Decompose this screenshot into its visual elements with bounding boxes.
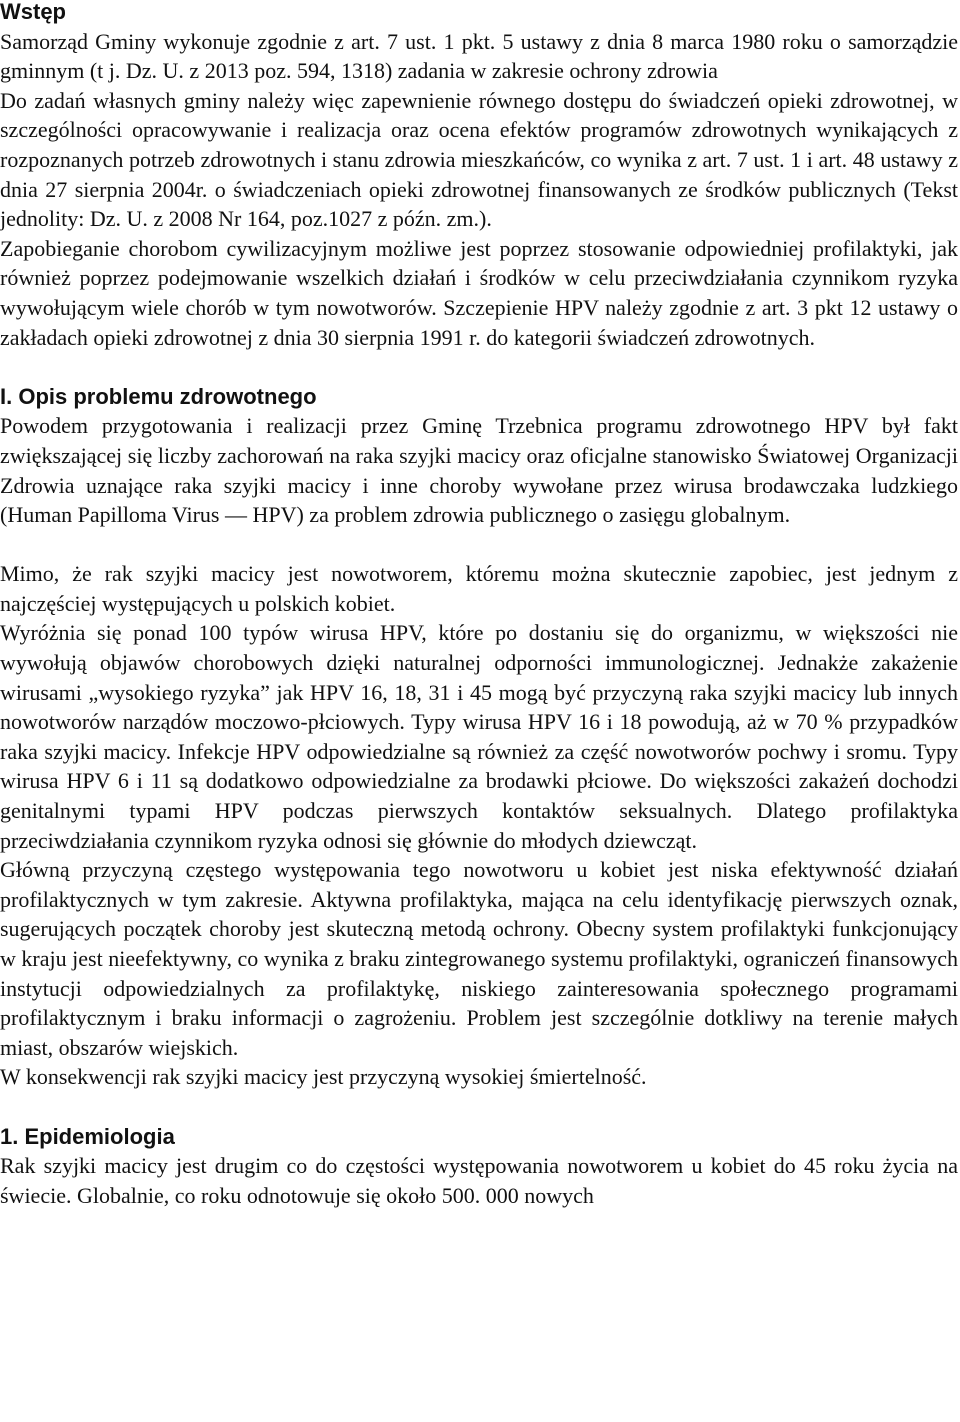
problem-paragraph-5: W konsekwencji rak szyjki macicy jest przyczyną wysokiej śmiertelność. [0, 1064, 647, 1090]
intro-paragraph-1: Samorząd Gminy wykonuje zgodnie z art. 7 ust. 1 pkt. 5 ustawy z dnia 8 marca 1980 roku o samorządzie gminnym (t j. Dz. U. z 2013 poz. 594, 1318) zadania w zakresie ochrony zdrowia [0, 28, 958, 84]
problem-paragraph-4: Główną przyczyną częstego występowania tego nowotworu u kobiet jest niska efektywność działań profilaktycznych w tym zakresie. Aktywna profilaktyka, mająca na celu identyfikację pierwszych oznak, sugerujących początek choroby jest skuteczną metodą ochrony. Obecny system profilaktyki funkcjonujący w kraju jest nieefektywny, co wynika z braku zintegrowanego systemu profilaktyki, ograniczeń finansowych instytucji odpowiedzialnych za profilaktykę, niskiego zainteresowania społecznego programami profilaktycznym i braku informacji o zagrożeniu. Problem jest szczególnie dotkliwy na terenie małych miast, obszarów wiejskich. [0, 857, 958, 1060]
spacer [0, 352, 958, 382]
problem-paragraph-1: Powodem przygotowania i realizacji przez Gminę Trzebnica programu zdrowotnego HPV był fakt zwiększającej się liczby zachorowań na raka szyjki macicy oraz oficjalne stanowisko Światowej Organizacji Zdrowia uznające raka szyjki macicy i inne choroby wywołane przez wirusa brodawczaka ludzkiego (Human Papilloma Virus — HPV) za problem zdrowia publicznego o zasięgu globalnym. [0, 413, 958, 528]
problem-paragraph-2: Mimo, że rak szyjki macicy jest nowotworem, któremu można skutecznie zapobiec, jest jednym z najczęściej występujących u polskich kobiet. [0, 561, 958, 616]
intro-heading: Wstęp [0, 0, 66, 24]
epidemiology-paragraph: Rak szyjki macicy jest drugim co do częstości występowania nowotworem u kobiet do 45 roku życia na świecie. Globalnie, co roku odnotowuje się około 500. 000 nowych [0, 1153, 958, 1208]
spacer [0, 530, 958, 560]
section-heading-problem: I. Opis problemu zdrowotnego [0, 383, 317, 409]
intro-paragraph-2: Do zadań własnych gminy należy więc zapewnienie równego dostępu do świadczeń opieki zdrowotnej, w szczególności opracowywanie i realizacja oraz ocena efektów programów zdrowotnych wynikających z rozpoznanych potrzeb zdrowotnych i stanu zdrowia mieszkańców, co wynika z art. 7 ust. 1 i art. 48 ustawy z dnia 27 sierpnia 2004r. o świadczeniach opieki zdrowotnej finansowanych ze środków publicznych (Tekst jednolity: Dz. U. z 2008 Nr 164, poz.1027 z późn. zm.). [0, 87, 958, 232]
intro-paragraph-3: Zapobieganie chorobom cywilizacyjnym możliwe jest poprzez stosowanie odpowiedniej profilaktyki, jak również poprzez podejmowanie wszelkich działań i środków w celu przeciwdziałania czynnikom ryzyka wywołującym wiele chorób w tym nowotworów. Szczepienie HPV należy zgodnie z art. 3 pkt 12 ustawy o zakładach opieki zdrowotnej z dnia 30 sierpnia 1991 r. do kategorii świadczeń zdrowotnych. [0, 235, 958, 350]
problem-paragraph-3: Wyróżnia się ponad 100 typów wirusa HPV, które po dostaniu się do organizmu, w większości nie wywołują objawów chorobowych dzięki naturalnej odporności immunologicznej. Jednakże zakażenie wirusami „wysokiego ryzyka” jak HPV 16, 18, 31 i 45 mogą być przyczyną raka szyjki macicy lub innych nowotworów narządów moczowo-płciowych. Typy wirusa HPV 16 i 18 powodują, aż w 70 % przypadków raka szyjki macicy. Infekcje HPV odpowiedzialne są również za część nowotworów pochwy i sromu. Typy wirusa HPV 6 i 11 są dodatkowo odpowiedzialne za brodawki płciowe. Do większości zakażeń dochodzi genitalnymi typami HPV podczas pierwszych kontaktów seksualnych. Dlatego profilaktyka przeciwdziałania czynnikom ryzyka odnosi się głównie do młodych dziewcząt. [0, 620, 958, 853]
section-heading-epidemiology: 1. Epidemiologia [0, 1123, 175, 1149]
spacer [0, 1092, 958, 1122]
